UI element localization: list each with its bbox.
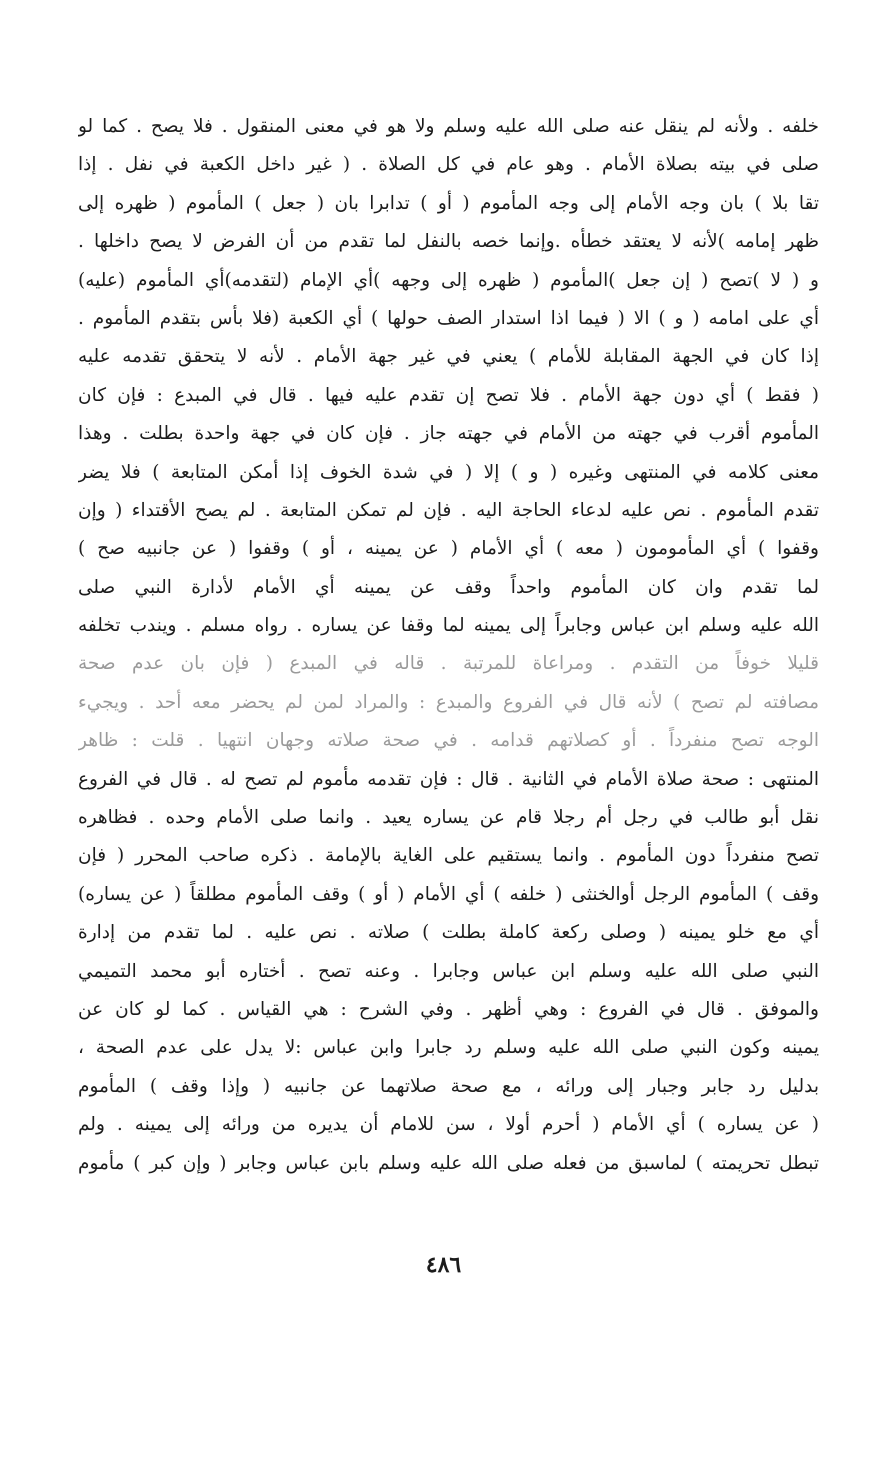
text-line: لما تقدم وان كان المأموم واحداً وقف عن يمينه أي الأمام لأدارة النبي صلى — [78, 576, 819, 598]
text-line: تقدم المأموم . نص عليه لدعاء الحاجة اليه . فإن لم تمكن المتابعة . لم يصح الأقتداء ( وإن — [78, 499, 819, 521]
text-line: خلفه . ولأنه لم ينقل عنه صلى الله عليه وسلم ولا هو في معنى المنقول . فلا يصح . كما لو — [78, 116, 819, 137]
text-line: الوجه تصح منفرداً . أو كصلاتهم قدامه . في صحة صلاته وجهان انتهيا . قلت : ظاهر — [78, 730, 819, 752]
page-number: ٤٨٦ — [425, 1252, 462, 1278]
text-line: الله عليه وسلم ابن عباس وجابراً إلى يمينه لما وقفا عن يساره . رواه مسلم . ويندب تخلفه — [78, 615, 819, 637]
text-line: وقفوا ) أي المأمومون ( معه ) أي الأمام ( عن يمينه ، أو ) وقفوا ( عن جانبيه صح ) — [78, 538, 819, 560]
text-line: ظهر إمامه )لأنه لا يعتقد خطأه .وإنما خصه بالنفل لما تقدم من أن الفرض لا يصح داخلها . — [78, 231, 819, 253]
text-line: النبي صلى الله عليه وسلم ابن عباس وجابرا . وعنه تصح . أختاره أبو محمد التميمي — [78, 960, 819, 982]
text-line: ( عن يساره ) أي الأمام ( أحرم أولا ، سن للامام أن يديره من ورائه إلى يمينه . ولم — [78, 1114, 819, 1136]
text-line: والموفق . قال في الفروع : وهي أظهر . وفي الشرح : هي القياس . كما لو كان عن — [78, 998, 819, 1020]
body-text — [78, 108, 819, 1183]
text-line: تقا بلا ) بان وجه الأمام إلى وجه المأموم ( أو ) تدابرا بان ( جعل ) المأموم ( ظهره إلى — [78, 192, 819, 214]
text-line: وقف ) المأموم الرجل أوالخنثى ( خلفه ) أي الأمام ( أو ) وقف المأموم مطلقاً ( عن يساره) — [78, 883, 819, 905]
text-line: أي على امامه ( و ) الا ( فيما اذا استدار الصف حولها ) أي الكعبة (فلا بأس بتقدم المأموم . — [78, 307, 819, 329]
text-line: تبطل تحريمته ) لماسبق من فعله صلى الله عليه وسلم بابن عباس وجابر ( وإن كبر ) مأموم — [78, 1152, 819, 1174]
text-line: بدليل رد جابر وجبار إلى ورائه ، مع صحة صلاتهما عن جانبيه ( وإذا وقف ) المأموم — [78, 1075, 819, 1097]
text-line: قليلا خوفاً من التقدم . ومراعاة للمرتبة . قاله في المبدع ( فإن بان عدم صحة — [78, 653, 819, 675]
text-line: أي مع خلو يمينه ( وصلى ركعة كاملة بطلت ) صلاته . نص عليه . لما تقدم من إدارة — [78, 922, 819, 944]
text-line: و ( لا )تصح ( إن جعل )المأموم ( ظهره إلى وجهه )أي الإمام (لتقدمه)أي المأموم (عليه) — [78, 269, 819, 291]
text-line: ( فقط ) أي دون جهة الأمام . فلا تصح إن تقدم عليه فيها . قال في المبدع : فإن كان — [78, 384, 819, 406]
text-line: صلى في بيته بصلاة الأمام . وهو عام في كل الصلاة . ( غير داخل الكعبة في نفل . إذا — [78, 154, 819, 176]
text-line: معنى كلامه في المنتهى وغيره ( و ) إلا ( في شدة الخوف إذا أمكن المتابعة ) فلا يضر — [78, 461, 819, 483]
text-line: المنتهى : صحة صلاة الأمام في الثانية . قال : فإن تقدمه مأموم لم تصح له . قال في الفروع — [78, 768, 819, 790]
text-line: المأموم أقرب في جهته من الأمام في جهته جاز . فإن كان في جهة واحدة بطلت . وهذا — [78, 423, 819, 445]
text-line: مصافته لم تصح ) لأنه قال في الفروع والمبدع : والمراد لمن لم يحضر معه أحد . ويجيء — [78, 691, 819, 713]
text-line: إذا كان في الجهة المقابلة للأمام ) يعني في غير جهة الأمام . لأنه لا يتحقق تقدمه عليه — [78, 346, 819, 368]
text-line: تصح منفرداً دون المأموم . وانما يستقيم على الغاية بالإمامة . ذكره صاحب المحرر ( فإن — [78, 845, 819, 867]
text-line: يمينه وكون النبي صلى الله عليه وسلم رد جابرا وابن عباس :لا يدل على عدم الصحة ، — [78, 1037, 819, 1059]
text-line: نقل أبو طالب في رجل أم رجلا قام عن يساره يعيد . وانما صلى الأمام وحده . فظاهره — [78, 807, 819, 829]
